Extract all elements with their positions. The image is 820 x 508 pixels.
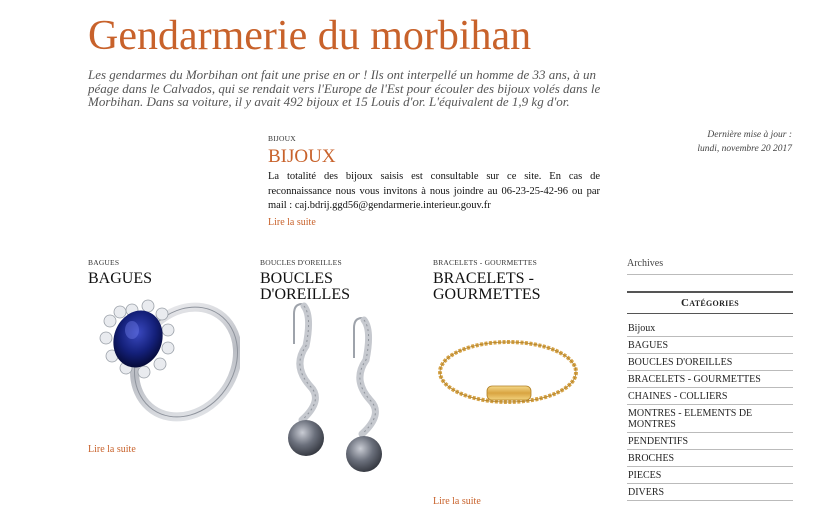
bagues-read-more-link[interactable]: Lire la suite: [88, 444, 136, 455]
last-update-date: lundi, novembre 20 2017: [697, 144, 792, 154]
post-title[interactable]: BRACELETS - GOURMETTES: [433, 270, 541, 303]
category-item-boucles-oreilles[interactable]: BOUCLES D'OREILLES: [627, 354, 793, 371]
post-category-link[interactable]: BRACELETS - GOURMETTES: [433, 258, 537, 267]
last-update-label: Dernière mise à jour :: [707, 130, 792, 140]
category-item-pendentifs[interactable]: PENDENTIFS: [627, 433, 793, 450]
post-category-link[interactable]: BAGUES: [88, 258, 120, 267]
archives-link[interactable]: Archives: [627, 258, 793, 275]
site-title[interactable]: Gendarmerie du morbihan: [88, 13, 532, 59]
categories-list: [627, 320, 793, 501]
featured-post-text: La totalité des bijoux saisis est consultable sur ce site. En cas de reconnaissance nous vous invitons à nous joindre au 06-23-25-42-96 ou par mail : caj.bdrij.ggd56@gendarmerie.interieur.gouv.fr: [268, 171, 600, 211]
categories-heading: Catégories: [627, 291, 793, 314]
category-item-pieces[interactable]: PIECES: [627, 467, 793, 484]
category-item-bracelets-gourmettes[interactable]: BRACELETS - GOURMETTES: [627, 371, 793, 388]
post-bagues: [88, 258, 248, 287]
post-category-link[interactable]: BOUCLES D'OREILLES: [260, 258, 342, 267]
category-item-broches[interactable]: BROCHES: [627, 450, 793, 467]
bracelets-read-more-link[interactable]: Lire la suite: [433, 496, 481, 507]
featured-post-title[interactable]: BIJOUX: [268, 146, 336, 167]
sidebar: [627, 258, 793, 501]
gold-bracelet-image[interactable]: [433, 300, 583, 450]
pearl-earrings-image[interactable]: [270, 298, 395, 478]
post-bracelets-gourmettes: [433, 258, 603, 303]
category-item-bijoux[interactable]: Bijoux: [627, 320, 793, 337]
post-title[interactable]: BOUCLES D'OREILLES: [260, 270, 350, 303]
category-item-bagues[interactable]: BAGUES: [627, 337, 793, 354]
category-item-chaines-colliers[interactable]: CHAINES - COLLIERS: [627, 388, 793, 405]
post-title[interactable]: BAGUES: [88, 270, 153, 287]
sapphire-ring-image[interactable]: [88, 288, 240, 428]
last-update: [697, 128, 792, 156]
category-item-divers[interactable]: DIVERS: [627, 484, 793, 501]
category-item-montres[interactable]: MONTRES - ELEMENTS DE MONTRES: [627, 405, 793, 433]
site-tagline: Les gendarmes du Morbihan ont fait une prise en or ! Ils ont interpellé un homme de 33 ans, à un péage dans le Calvados, qui se rendait vers l'Europe de l'Est pour écouler des bijoux volés dans le Morbihan. Dans sa voiture, il y avait 492 bijoux et 15 Louis d'or. L'équivalent de 1,9 kg d'or.: [88, 67, 601, 109]
featured-read-more-link[interactable]: Lire la suite: [268, 216, 316, 228]
featured-category-link[interactable]: BIJOUX: [268, 134, 296, 143]
featured-post: [268, 134, 600, 228]
post-boucles-oreilles: [260, 258, 420, 303]
